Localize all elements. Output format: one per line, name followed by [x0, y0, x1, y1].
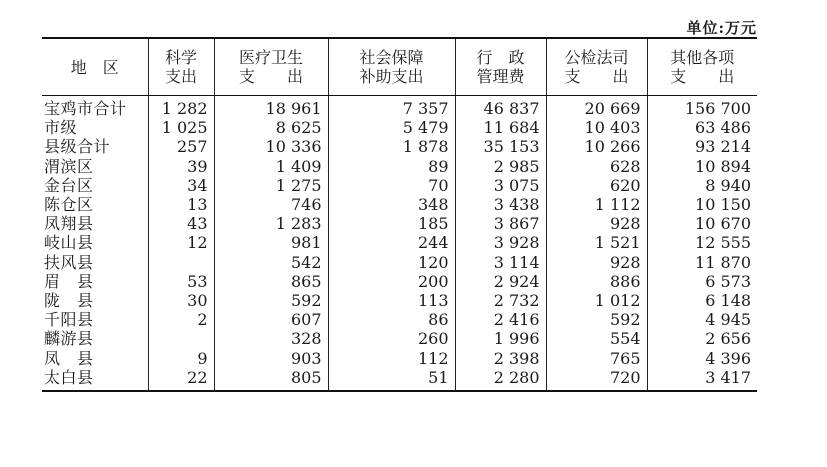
cell-justice: 720	[546, 368, 647, 391]
cell-science: 2	[148, 310, 214, 329]
header-health-line2: 支 出	[238, 67, 303, 86]
table-row	[42, 195, 757, 214]
cell-region: 太白县	[42, 368, 148, 391]
cell-admin: 2 398	[455, 348, 546, 367]
cell-other: 12 555	[647, 233, 757, 252]
cell-justice: 20 669	[546, 96, 647, 119]
cell-health: 981	[214, 233, 328, 252]
cell-justice: 886	[546, 272, 647, 291]
cell-other: 11 870	[647, 253, 757, 272]
table-row	[42, 96, 757, 119]
header-other-line2: 支 出	[670, 67, 735, 86]
cell-admin: 11 684	[455, 118, 546, 137]
cell-other: 156 700	[647, 96, 757, 119]
expenditure-table	[42, 37, 757, 392]
cell-other: 4 945	[647, 310, 757, 329]
cell-health: 1 283	[214, 214, 328, 233]
cell-other: 4 396	[647, 348, 757, 367]
cell-health: 1 275	[214, 176, 328, 195]
cell-science: 39	[148, 157, 214, 176]
header-science-line1: 科学	[164, 48, 197, 67]
cell-health: 903	[214, 348, 328, 367]
cell-science: 257	[148, 137, 214, 156]
cell-justice: 620	[546, 176, 647, 195]
header-other-line1: 其他各项	[670, 48, 735, 67]
cell-health: 865	[214, 272, 328, 291]
table-row	[42, 310, 757, 329]
cell-social: 200	[328, 272, 455, 291]
cell-social: 86	[328, 310, 455, 329]
cell-health: 328	[214, 329, 328, 348]
cell-other: 10 670	[647, 214, 757, 233]
cell-admin: 2 416	[455, 310, 546, 329]
cell-other: 2 656	[647, 329, 757, 348]
cell-social: 120	[328, 253, 455, 272]
table-row	[42, 272, 757, 291]
cell-admin: 2 732	[455, 291, 546, 310]
cell-social: 7 357	[328, 96, 455, 119]
cell-health: 805	[214, 368, 328, 391]
cell-health: 8 625	[214, 118, 328, 137]
cell-region: 渭滨区	[44, 156, 94, 176]
cell-science: 43	[148, 214, 214, 233]
cell-social: 1 878	[328, 137, 455, 156]
cell-admin: 2 985	[455, 157, 546, 176]
cell-admin: 1 996	[455, 329, 546, 348]
cell-social: 70	[328, 176, 455, 195]
header-justice-line1: 公检法司	[564, 48, 629, 67]
cell-science: 1 282	[148, 96, 214, 119]
cell-admin: 3 075	[455, 176, 546, 195]
table-row	[42, 214, 757, 233]
cell-justice: 1 112	[546, 195, 647, 214]
table-row	[42, 118, 757, 137]
cell-social: 89	[328, 157, 455, 176]
header-science-line2: 支出	[164, 67, 197, 86]
cell-science: 13	[148, 195, 214, 214]
header-social	[328, 38, 455, 96]
header-health-line1: 医疗卫生	[238, 48, 303, 67]
cell-region: 县级合计	[44, 137, 111, 157]
cell-region: 千阳县	[44, 310, 94, 330]
cell-region: 陈仓区	[44, 195, 94, 215]
cell-region: 岐山县	[44, 233, 94, 253]
cell-health: 10 336	[214, 137, 328, 156]
header-admin	[455, 38, 546, 96]
cell-science: 1 025	[148, 118, 214, 137]
cell-science: 30	[148, 291, 214, 310]
cell-region: 凤 县	[44, 348, 94, 368]
table-body	[42, 96, 757, 391]
cell-other: 8 940	[647, 176, 757, 195]
cell-science: 22	[148, 368, 214, 391]
cell-justice: 554	[546, 329, 647, 348]
cell-health: 1 409	[214, 157, 328, 176]
cell-region: 凤翔县	[44, 214, 94, 234]
header-science	[148, 38, 214, 96]
cell-other: 6 573	[647, 272, 757, 291]
header-social-line1: 社会保障	[359, 48, 424, 67]
cell-science: 53	[148, 272, 214, 291]
cell-social: 244	[328, 233, 455, 252]
header-region-label: 地 区	[70, 57, 119, 77]
cell-admin: 2 280	[455, 368, 546, 391]
cell-justice: 765	[546, 348, 647, 367]
cell-region: 陇 县	[44, 290, 94, 310]
cell-admin: 2 924	[455, 272, 546, 291]
cell-science: 12	[148, 233, 214, 252]
table-row	[42, 291, 757, 310]
table-row	[42, 157, 757, 176]
cell-social: 113	[328, 291, 455, 310]
table-row	[42, 368, 757, 391]
cell-science	[148, 253, 214, 272]
cell-region: 宝鸡市合计	[44, 99, 127, 119]
table-row	[42, 176, 757, 195]
cell-justice: 1 012	[546, 291, 647, 310]
header-admin-line2: 管理费	[476, 67, 525, 86]
header-justice-line2: 支 出	[564, 67, 629, 86]
cell-region: 金台区	[44, 175, 94, 195]
table-row	[42, 348, 757, 367]
cell-admin: 46 837	[455, 96, 546, 119]
cell-health: 592	[214, 291, 328, 310]
header-row	[42, 38, 757, 96]
header-social-line2: 补助支出	[359, 67, 424, 86]
cell-justice: 592	[546, 310, 647, 329]
cell-other: 93 214	[647, 137, 757, 156]
cell-health: 542	[214, 253, 328, 272]
cell-admin: 3 114	[455, 253, 546, 272]
cell-admin: 3 438	[455, 195, 546, 214]
cell-health: 18 961	[214, 96, 328, 119]
cell-social: 51	[328, 368, 455, 391]
header-admin-line1: 行 政	[476, 48, 525, 67]
cell-other: 6 148	[647, 291, 757, 310]
cell-other: 10 150	[647, 195, 757, 214]
cell-other: 63 486	[647, 118, 757, 137]
unit-label: 单位:万元	[686, 19, 757, 37]
table-row	[42, 233, 757, 252]
cell-region: 麟游县	[44, 329, 94, 349]
header-health	[214, 38, 328, 96]
cell-region: 眉 县	[44, 271, 94, 291]
cell-social: 348	[328, 195, 455, 214]
cell-justice: 1 521	[546, 233, 647, 252]
cell-admin: 35 153	[455, 137, 546, 156]
cell-region: 市级	[44, 118, 78, 138]
cell-science: 34	[148, 176, 214, 195]
cell-admin: 3 867	[455, 214, 546, 233]
table-row	[42, 329, 757, 348]
cell-justice: 10 403	[546, 118, 647, 137]
table-row	[42, 137, 757, 156]
cell-other: 3 417	[647, 368, 757, 391]
header-region	[42, 38, 148, 96]
table-row	[42, 253, 757, 272]
cell-social: 112	[328, 348, 455, 367]
cell-justice: 628	[546, 157, 647, 176]
cell-science	[148, 329, 214, 348]
cell-health: 607	[214, 310, 328, 329]
cell-other: 10 894	[647, 157, 757, 176]
cell-admin: 3 928	[455, 233, 546, 252]
cell-justice: 928	[546, 253, 647, 272]
cell-social: 260	[328, 329, 455, 348]
cell-social: 5 479	[328, 118, 455, 137]
cell-justice: 928	[546, 214, 647, 233]
cell-health: 746	[214, 195, 328, 214]
cell-region: 扶风县	[44, 252, 94, 272]
cell-social: 185	[328, 214, 455, 233]
cell-science: 9	[148, 348, 214, 367]
cell-justice: 10 266	[546, 137, 647, 156]
header-justice	[546, 38, 647, 96]
header-other	[647, 38, 757, 96]
